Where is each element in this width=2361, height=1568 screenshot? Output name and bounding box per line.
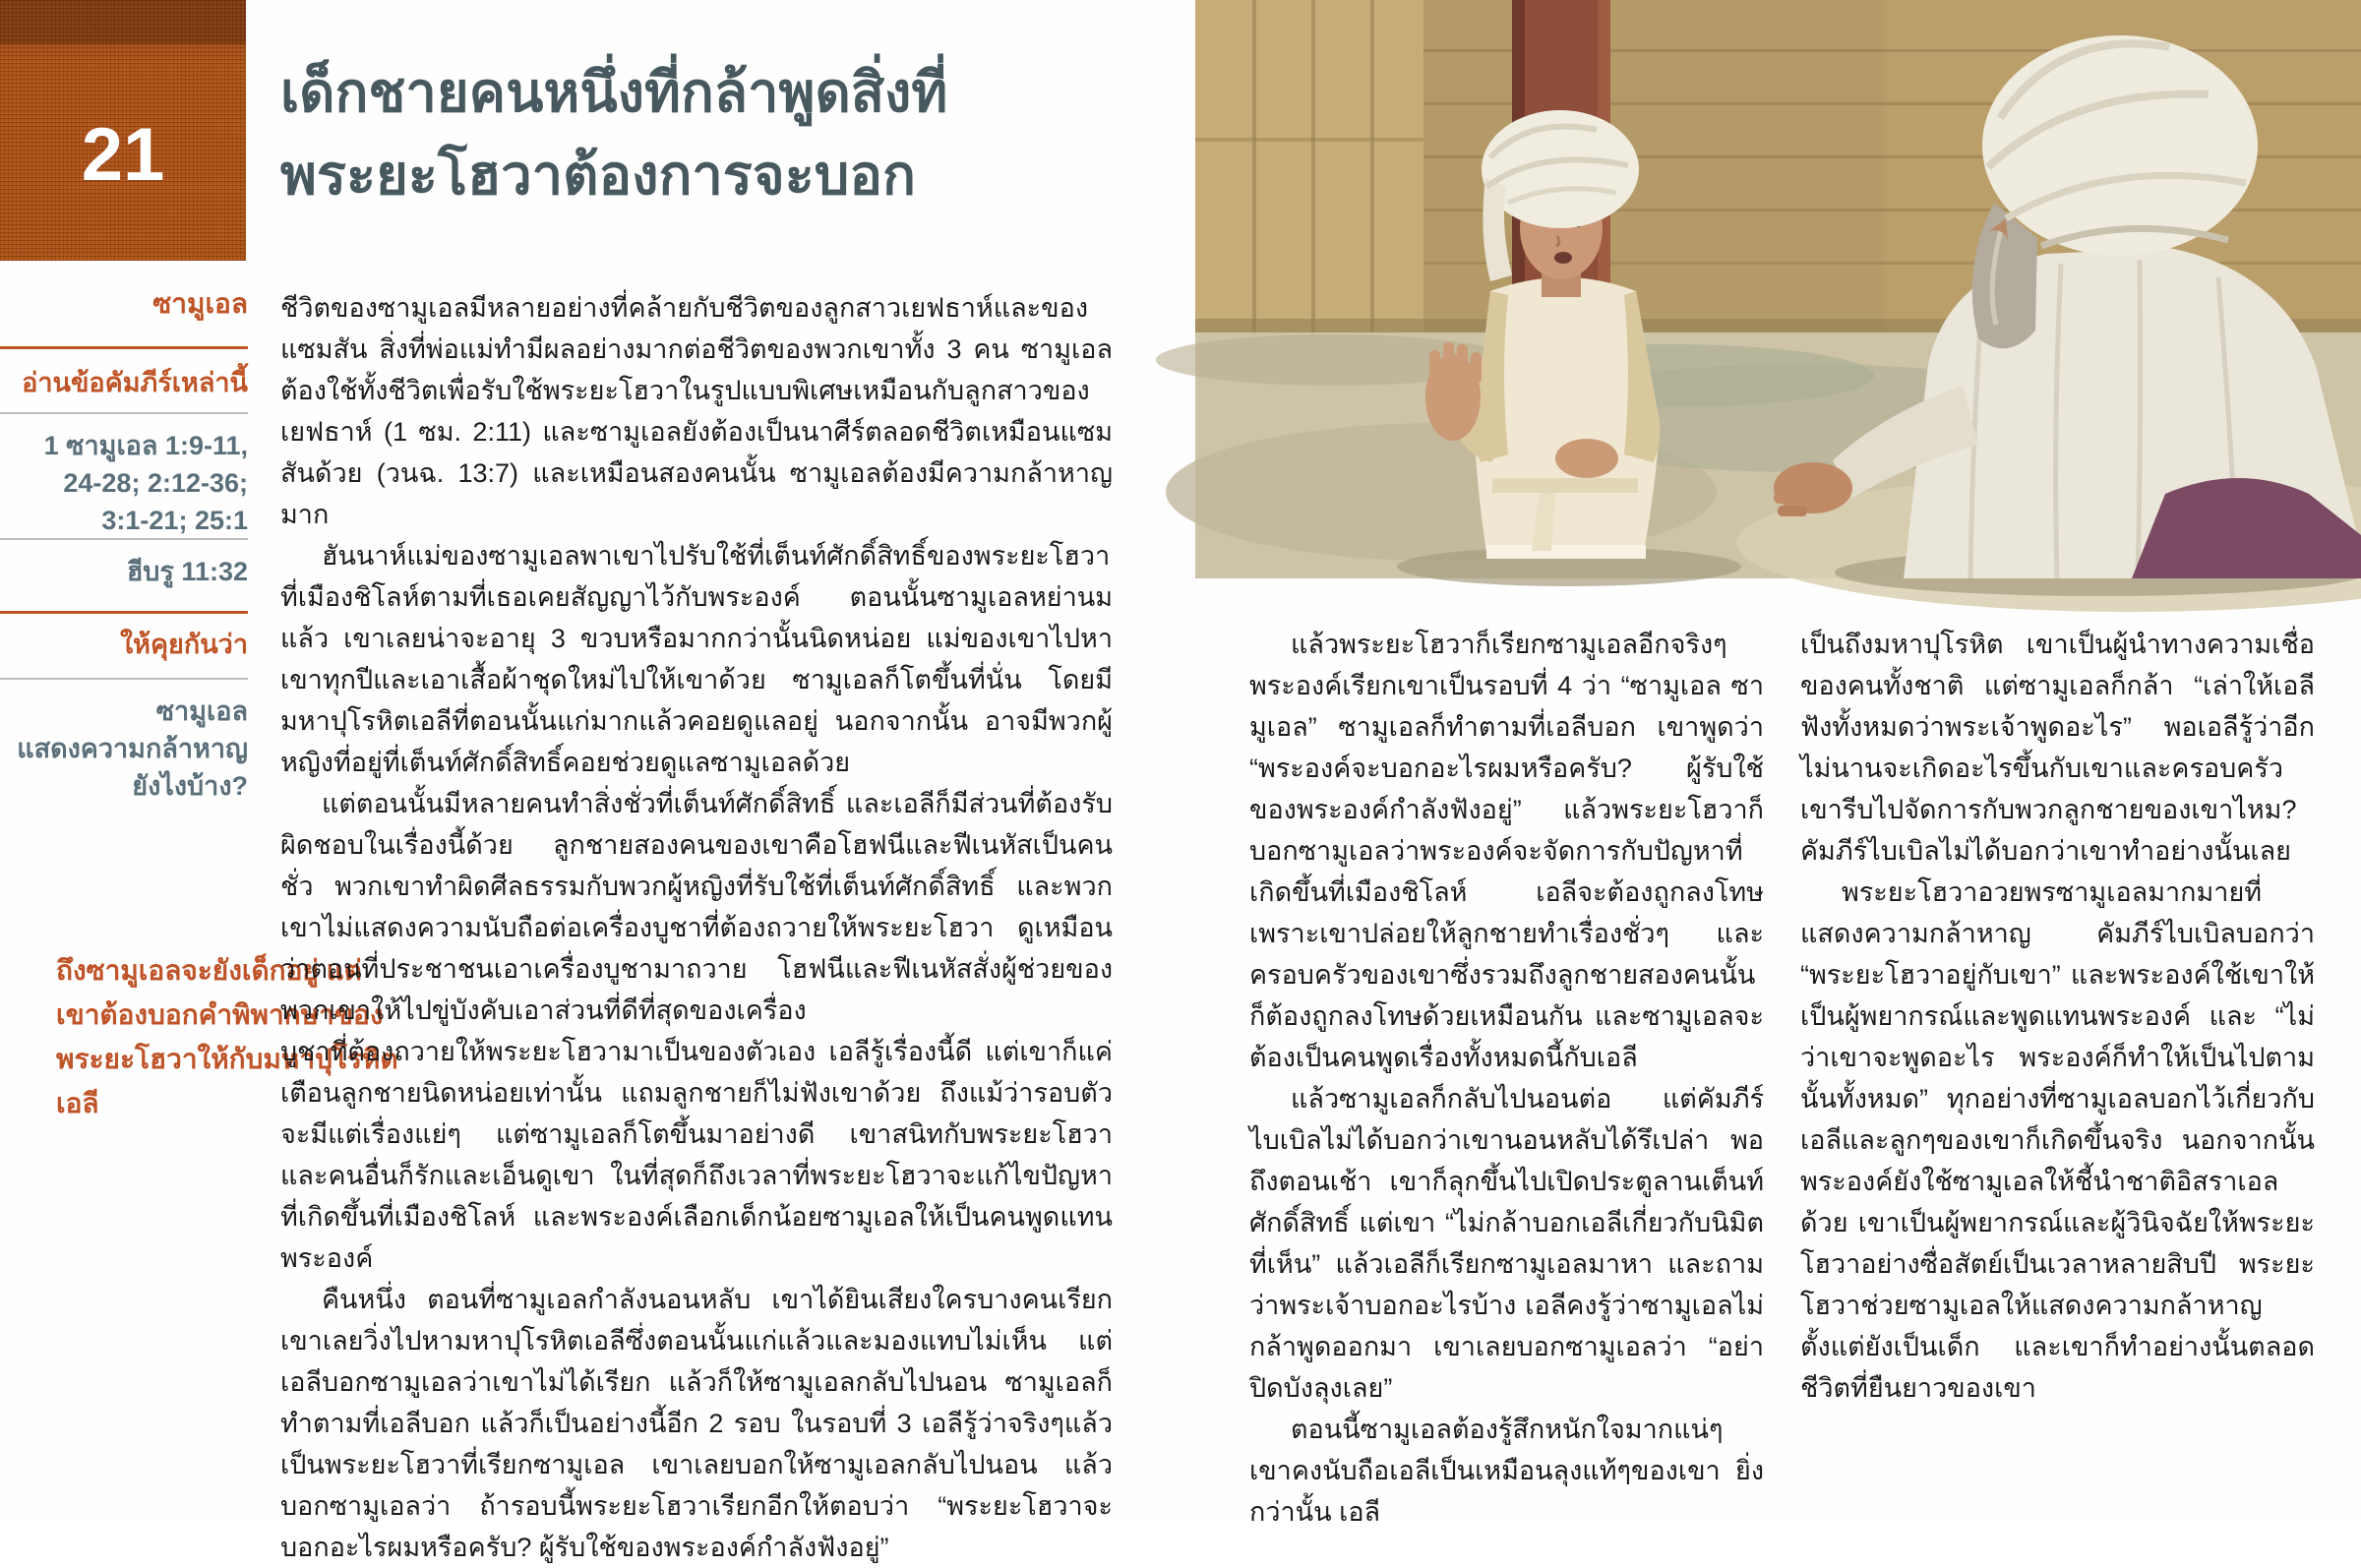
illustration-caption: ถึงซามูเอลจะยังเด็กอยู่ แต่เขาต้องบอกคำพิพากษาของพระยะโฮวาให้กับมหาปุโรหิตเอลี <box>56 955 398 1118</box>
sidebar-talk-heading: ให้คุยกันว่า <box>120 630 248 659</box>
main-text-column <box>280 287 1113 1568</box>
divider <box>0 538 248 540</box>
question-line: ยังไงบ้าง? <box>132 771 248 801</box>
paragraph: แล้วพระยะโฮวาก็เรียกซามูเอลอีกจริงๆ พระองค์เรียกเขาเป็นรอบที่ 4 ว่า “ซามูเอล ซามูเอล” ซามูเอลก็ทำตามที่เอลีบอก เขาพูดว่า “พระองค์จะบอกอะไรผมหรือครับ? ผู้รับใช้ของพระองค์กำลังฟังอยู่” แล้วพระยะโฮวาก็บอกซามูเอลว่าพระองค์จะจัดการกับปัญหาที่เกิดขึ้นที่เมืองชิโลห์ เอลีจะต้องถูกลงโทษเพราะเขาปล่อยให้ลูกชายทำเรื่องชั่วๆ และครอบครัวของเขาซึ่งรวมถึงลูกชายสองคนนั้นก็ต้องถูกลงโทษด้วยเหมือนกัน และซามูเอลจะต้องเป็นคนพูดเรื่องทั้งหมดนี้กับเอลี <box>1249 630 1764 1072</box>
samuel-eli-painting <box>1195 0 2361 578</box>
sidebar-title: ซามูเอล <box>152 288 248 319</box>
paragraph: ชีวิตของซามูเอลมีหลายอย่างที่คล้ายกับชีวิตของลูกสาวเยฟธาห์และของแซมสัน สิ่งที่พ่อแม่ทำมีผลอย่างมากต่อชีวิตของพวกเขาทั้ง 3 คน ซามูเอลต้องใช้ทั้งชีวิตเพื่อรับใช้พระยะโฮวาในรูปแบบพิเศษเหมือนกับลูกสาวของเยฟธาห์ (1 ซม. 2:11) และซามูเอลยังต้องเป็นนาศีร์ตลอดชีวิตเหมือนแซมสันด้วย (วนฉ. 13:7) และเหมือนสองคนนั้น ซามูเอลต้องมีความกล้าหาญมาก <box>280 293 1113 529</box>
divider <box>0 678 248 680</box>
scripture-line: 3:1-21; 25:1 <box>101 506 248 535</box>
page-title-line2: พระยะโฮวาต้องการจะบอก <box>280 144 916 206</box>
divider <box>0 611 248 614</box>
scripture-line: 24-28; 2:12-36; <box>63 468 248 498</box>
sidebar-read-heading: อ่านข้อคัมภีร์เหล่านี้ <box>22 368 248 397</box>
sidebar-scripture-list <box>0 427 248 539</box>
text-column-2 <box>1249 624 1764 1533</box>
sidebar-scripture-extra: ฮีบรู 11:32 <box>126 557 248 586</box>
page-title-line1: เด็กชายคนหนึ่งที่กล้าพูดสิ่งที่ <box>280 61 948 123</box>
question-line: แสดงความกล้าหาญ <box>17 734 248 763</box>
sidebar-talk-question <box>0 693 248 805</box>
paragraph: ตอนนี้ซามูเอลต้องรู้สึกหนักใจมากแน่ๆ เขาคงนับถือเอลีเป็นเหมือนลุงแท้ๆของเขา ยิ่งกว่านั้น เอลี <box>1249 1415 1764 1527</box>
paragraph: พระยะโฮวาอวยพรซามูเอลมากมายที่แสดงความกล้าหาญ คัมภีร์ไบเบิลบอกว่า “พระยะโฮวาอยู่กับเขา” และพระองค์ใช้เขาให้เป็นผู้พยากรณ์และพูดแทนพระองค์ และ “ไม่ว่าเขาจะพูดอะไร พระองค์ก็ทำให้เป็นไปตามนั้นทั้งหมด” ทุกอย่างที่ซามูเอลบอกไว้เกี่ยวกับเอลีและลูกๆของเขาก็เกิดขึ้นจริง นอกจากนั้น พระองค์ยังใช้ซามูเอลให้ชี้นำชาติอิสราเอลด้วย เขาเป็นผู้พยากรณ์และผู้วินิจฉัยให้พระยะโฮวาอย่างซื่อสัตย์เป็นเวลาหลายสิบปี พระยะโฮวาช่วยซามูเอลให้แสดงความกล้าหาญตั้งแต่ยังเป็นเด็ก และเขาก็ทำอย่างนั้นตลอดชีวิตที่ยืนยาวของเขา <box>1800 877 2315 1403</box>
paragraph: คืนหนึ่ง ตอนที่ซามูเอลกำลังนอนหลับ เขาได้ยินเสียงใครบางคนเรียก เขาเลยวิ่งไปหามหาปุโรหิตเอลีซึ่งตอนนั้นแก่แล้วและมองแทบไม่เห็น แต่เอลีบอกซามูเอลว่าเขาไม่ได้เรียก แล้วก็ให้ซามูเอลกลับไปนอน ซามูเอลก็ทำตามที่เอลีบอก แล้วก็เป็นอย่างนี้อีก 2 รอบ ในรอบที่ 3 เอลีรู้ว่าจริงๆแล้วเป็นพระยะโฮวาที่เรียกซามูเอล เขาเลยบอกให้ซามูเอลกลับไปนอน แล้วบอกซามูเอลว่า ถ้ารอบนี้พระยะโฮวาเรียกอีกให้ตอบว่า “พระยะโฮวาจะบอกอะไรผมหรือครับ? ผู้รับใช้ของพระองค์กำลังฟังอยู่” <box>280 1285 1113 1562</box>
page-title <box>280 51 1185 216</box>
text-column-3 <box>1800 624 2315 1409</box>
chapter-number-block <box>0 0 246 261</box>
chapter-number: 21 <box>81 113 165 197</box>
paragraph: แต่ตอนนั้นมีหลายคนทำสิ่งชั่วที่เต็นท์ศักดิ์สิทธิ์ และเอลีก็มีส่วนที่ต้องรับผิดชอบในเรื่องนี้ด้วย ลูกชายสองคนของเขาคือโฮฟนีและฟีเนหัสเป็นคนชั่ว พวกเขาทำผิดศีลธรรมกับพวกผู้หญิงที่รับใช้ที่เต็นท์ศักดิ์สิทธิ์ และพวกเขาไม่แสดงความนับถือต่อเครื่องบูชาที่ต้องถวายให้พระยะโฮวา ดูเหมือนว่าตอนที่ประชาชนเอาเครื่องบูชามาถวาย โฮฟนีและฟีเนหัสสั่งผู้ช่วยของพวกเขาให้ไปขู่บังคับเอาส่วนที่ดีที่สุดของเครื่อง <box>280 789 1113 1025</box>
paragraph: แล้วซามูเอลก็กลับไปนอนต่อ แต่คัมภีร์ไบเบิลไม่ได้บอกว่าเขานอนหลับได้รึเปล่า พอถึงตอนเช้า เขาก็ลุกขึ้นไปเปิดประตูลานเต็นท์ศักดิ์สิทธิ์ แต่เขา “ไม่กล้าบอกเอลีเกี่ยวกับนิมิตที่เห็น” แล้วเอลีก็เรียกซามูเอลมาหา และถามว่าพระเจ้าบอกอะไรบ้าง เอลีคงรู้ว่าซามูเอลไม่กล้าพูดออกมา เขาเลยบอกซามูเอลว่า “อย่าปิดบังลุงเลย” <box>1249 1084 1764 1403</box>
paragraph-wrapped-around-caption: บูชาที่ต้องถวายให้พระยะโฮวามาเป็นของตัวเอง เอลีรู้เรื่องนี้ดี แต่เขาก็แค่เตือนลูกชายนิดหน่อยเท่านั้น แถมลูกชายก็ไม่ฟังเขาด้วย ถึงแม้ว่ารอบตัวจะมีแต่เรื่องแย่ๆ แต่ซามูเอลก็โตขึ้นมาอย่างดี เขาสนิทกับพระยะโฮวา และคนอื่นก็รักและเอ็นดูเขา ในที่สุดก็ถึงเวลาที่พระยะโฮวาจะแก้ไขปัญหาที่เกิดขึ้นที่เมืองชิโลห์ และพระองค์เลือกเด็กน้อยซามูเอลให้เป็นคนพูดแทนพระองค์ <box>280 1037 1113 1273</box>
paragraph: ฮันนาห์แม่ของซามูเอลพาเขาไปรับใช้ที่เต็นท์ศักดิ์สิทธิ์ของพระยะโฮวาที่เมืองชิโลห์ตามที่เธอเคยสัญญาไว้กับพระองค์ ตอนนั้นซามูเอลหย่านมแล้ว เขาเลยน่าจะอายุ 3 ขวบหรือมากกว่านั้นนิดหน่อย แม่ของเขาไปหาเขาทุกปีและเอาเสื้อผ้าชุดใหม่ไปให้เขาด้วย ซามูเอลก็โตขึ้นที่นั่น โดยมีมหาปุโรหิตเอลีที่ตอนนั้นแก่มากแล้วคอยดูแลอยู่ นอกจากนั้น อาจมีพวกผู้หญิงที่อยู่ที่เต็นท์ศักดิ์สิทธิ์คอยช่วยดูแลซามูเอลด้วย <box>280 541 1113 777</box>
scripture-line: 1 ซามูเอล 1:9-11, <box>43 431 248 460</box>
divider <box>0 412 248 414</box>
paragraph-continued: เป็นถึงมหาปุโรหิต เขาเป็นผู้นำทางความเชื่อของคนทั้งชาติ แต่ซามูเอลก็กล้า “เล่าให้เอลีฟังทั้งหมดว่าพระเจ้าพูดอะไร” พอเอลีรู้ว่าอีกไม่นานจะเกิดอะไรขึ้นกับเขาและครอบครัว เขารีบไปจัดการกับพวกลูกชายของเขาไหม? คัมภีร์ไบเบิลไม่ได้บอกว่าเขาทำอย่างนั้นเลย <box>1800 630 2315 866</box>
divider <box>0 346 248 349</box>
question-line: ซามูเอล <box>155 696 248 726</box>
illustration-samuel-eli <box>1195 0 2361 578</box>
